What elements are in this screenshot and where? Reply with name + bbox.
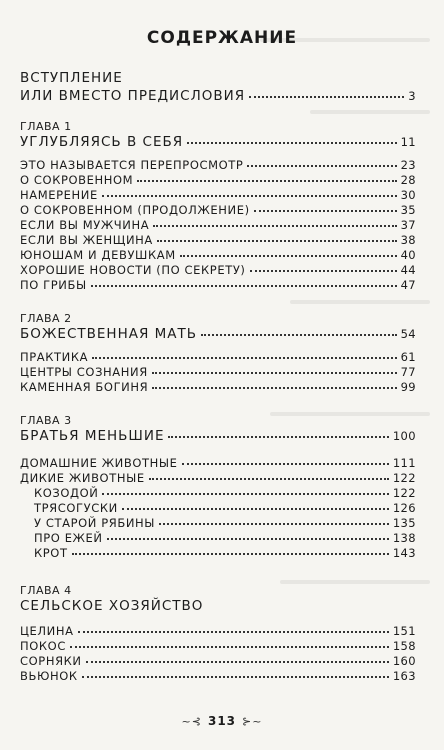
entry-page: 122 <box>392 486 416 500</box>
bleed-through <box>280 580 430 584</box>
intro-entry <box>20 88 416 104</box>
entry-text: ПРО ЕЖЕЙ <box>34 531 103 545</box>
chapter-page: 54 <box>400 327 416 341</box>
leader-dots <box>102 189 397 197</box>
chapter-title-text: БОЖЕСТВЕННАЯ МАТЬ <box>20 326 198 342</box>
leader-dots <box>86 655 389 663</box>
leader-dots <box>107 532 389 540</box>
leader-dots <box>159 517 389 525</box>
entry-text: КРОТ <box>34 546 68 560</box>
leader-dots <box>78 625 389 633</box>
toc-entry <box>20 380 416 395</box>
leader-dots <box>201 328 397 336</box>
toc-entry <box>20 639 416 654</box>
leader-dots <box>70 640 389 648</box>
entry-page: 40 <box>400 248 416 262</box>
leader-dots <box>137 174 396 182</box>
entry-text: ЕСЛИ ВЫ ЖЕНЩИНА <box>20 233 153 247</box>
leader-dots <box>72 547 389 555</box>
bleed-through <box>310 110 430 114</box>
toc-entry <box>20 624 416 639</box>
toc-entry <box>20 669 416 684</box>
chapter-title <box>20 326 416 342</box>
entry-page: 23 <box>400 158 416 172</box>
entry-text: У СТАРОЙ РЯБИНЫ <box>34 516 156 530</box>
toc-entry <box>20 203 416 218</box>
leader-dots <box>122 502 389 510</box>
entry-page: 122 <box>392 471 416 485</box>
entry-page: 77 <box>400 365 416 379</box>
chapter-title <box>20 428 416 444</box>
entry-text: ЮНОШАМ И ДЕВУШКАМ <box>20 248 176 262</box>
toc-entry <box>20 173 416 188</box>
leader-dots <box>187 136 396 144</box>
entry-page: 3 <box>408 89 416 103</box>
leader-dots <box>157 234 397 242</box>
leader-dots <box>92 351 396 359</box>
entry-text: ЦЕНТРЫ СОЗНАНИЯ <box>20 365 148 379</box>
toc-subentry <box>34 486 416 501</box>
entry-text: ЭТО НАЗЫВАЕТСЯ ПЕРЕПРОСМОТР <box>20 158 244 172</box>
toc-entry <box>20 218 416 233</box>
entry-page: 61 <box>400 350 416 364</box>
entry-page: 111 <box>392 456 416 470</box>
entry-page: 44 <box>400 263 416 277</box>
entry-page: 37 <box>400 218 416 232</box>
entry-page: 99 <box>400 380 416 394</box>
toc-entry <box>20 188 416 203</box>
entry-text: ХОРОШИЕ НОВОСТИ (ПО СЕКРЕТУ) <box>20 263 246 277</box>
chapter-page: 100 <box>392 429 416 443</box>
leader-dots <box>152 366 397 374</box>
leader-dots <box>152 381 396 389</box>
chapter-title <box>20 134 416 150</box>
entry-page: 163 <box>392 669 416 683</box>
toc-entry <box>20 456 416 471</box>
chapter-title-text: БРАТЬЯ МЕНЬШИЕ <box>20 428 165 444</box>
toc-subentry <box>34 531 416 546</box>
leader-dots <box>250 264 397 272</box>
chapter-label: ГЛАВА 4 <box>20 584 72 597</box>
toc-entry <box>20 263 416 278</box>
toc-entry <box>20 471 416 486</box>
bleed-through <box>290 300 430 304</box>
entry-text: О СОКРОВЕННОМ (ПРОДОЛЖЕНИЕ) <box>20 203 250 217</box>
page-number: 313 <box>207 714 237 728</box>
entry-page: 28 <box>400 173 416 187</box>
leader-dots <box>82 670 389 678</box>
entry-text: ТРЯСОГУСКИ <box>34 501 118 515</box>
leader-dots <box>182 457 389 465</box>
entry-page: 158 <box>392 639 416 653</box>
toc-entry <box>20 278 416 293</box>
leader-dots <box>254 204 397 212</box>
leader-dots <box>247 159 396 167</box>
page-number-footer <box>0 714 444 728</box>
entry-text: КОЗОДОЙ <box>34 486 99 500</box>
leader-dots <box>91 279 397 287</box>
entry-text: ПРАКТИКА <box>20 350 89 364</box>
entry-page: 135 <box>392 516 416 530</box>
entry-text: ПО ГРИБЫ <box>20 278 87 292</box>
chapter-page: 11 <box>400 135 416 149</box>
flourish-ornament-icon: ⊱~ <box>242 715 263 728</box>
entry-text: ЦЕЛИНА <box>20 624 74 638</box>
entry-text: СОРНЯКИ <box>20 654 82 668</box>
entry-page: 160 <box>392 654 416 668</box>
leader-dots <box>249 90 404 98</box>
toc-entry <box>20 233 416 248</box>
toc-subentry <box>34 501 416 516</box>
leader-dots <box>168 430 388 438</box>
entry-page: 47 <box>400 278 416 292</box>
entry-page: 35 <box>400 203 416 217</box>
entry-text: ДОМАШНИЕ ЖИВОТНЫЕ <box>20 456 178 470</box>
entry-text: О СОКРОВЕННОМ <box>20 173 134 187</box>
leader-dots <box>153 219 396 227</box>
entry-text: ИЛИ ВМЕСТО ПРЕДИСЛОВИЯ <box>20 88 246 104</box>
leader-dots <box>180 249 397 257</box>
toc-entry <box>20 248 416 263</box>
flourish-ornament-icon: ~⊰ <box>181 715 202 728</box>
entry-page: 143 <box>392 546 416 560</box>
leader-dots <box>102 487 388 495</box>
entry-page: 151 <box>392 624 416 638</box>
chapter-title-text: УГЛУБЛЯЯСЬ В СЕБЯ <box>20 134 184 150</box>
entry-text: ДИКИЕ ЖИВОТНЫЕ <box>20 471 145 485</box>
bleed-through <box>270 412 430 416</box>
entry-page: 138 <box>392 531 416 545</box>
entry-page: 38 <box>400 233 416 247</box>
toc-entry <box>20 654 416 669</box>
intro-line-1: ВСТУПЛЕНИЕ <box>20 70 123 86</box>
toc-entry <box>20 365 416 380</box>
entry-text: ЕСЛИ ВЫ МУЖЧИНА <box>20 218 150 232</box>
chapter-title <box>20 598 416 614</box>
chapter-label: ГЛАВА 3 <box>20 414 72 427</box>
chapter-title-text: СЕЛЬСКОЕ ХОЗЯЙСТВО <box>20 598 204 614</box>
leader-dots <box>149 472 389 480</box>
toc-subentry <box>34 516 416 531</box>
chapter-label: ГЛАВА 1 <box>20 120 72 133</box>
entry-text: ПОКОС <box>20 639 66 653</box>
toc-entry <box>20 158 416 173</box>
entry-text: КАМЕННАЯ БОГИНЯ <box>20 380 149 394</box>
entry-page: 126 <box>392 501 416 515</box>
entry-text: НАМЕРЕНИЕ <box>20 188 98 202</box>
entry-page: 30 <box>400 188 416 202</box>
page-title: СОДЕРЖАНИЕ <box>146 28 298 48</box>
entry-text: ВЬЮНОК <box>20 669 78 683</box>
toc-subentry <box>34 546 416 561</box>
toc-entry <box>20 350 416 365</box>
chapter-label: ГЛАВА 2 <box>20 312 72 325</box>
